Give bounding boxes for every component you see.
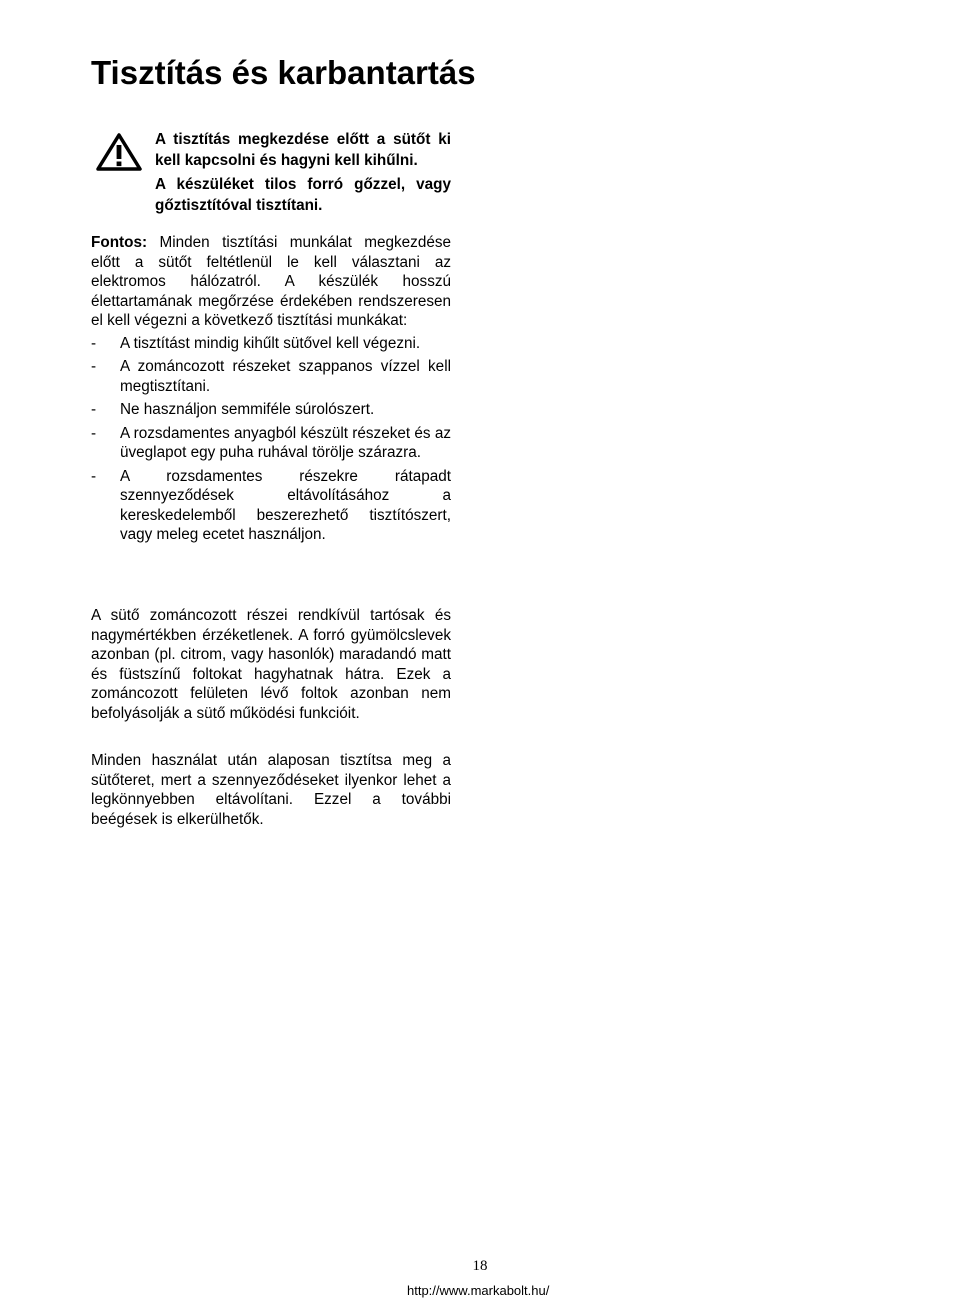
intro-paragraph bbox=[91, 233, 451, 331]
list-item-text: Ne használjon semmiféle súrolószert. bbox=[120, 401, 375, 418]
list-item: - Ne használjon semmiféle súrolószert. bbox=[91, 401, 375, 418]
list-item-text: A zománcozott részeket szappanos vízzel kell megtisztítani. bbox=[120, 358, 451, 395]
warning-box bbox=[155, 130, 451, 220]
page-number bbox=[0, 1256, 960, 1276]
footer-url: http://www.markabolt.hu/ bbox=[407, 1283, 550, 1298]
page-number-text: 18 bbox=[472, 1258, 488, 1274]
cleaning-list bbox=[91, 334, 451, 545]
enamel-paragraph bbox=[91, 606, 451, 723]
warning-line: A tisztítás megkezdése előtt a sütőt ki kell kapcsolni és hagyni kell kihűlni. bbox=[155, 131, 451, 169]
warning-triangle-icon bbox=[95, 132, 143, 172]
list-item: - A zománcozott részeket szappanos vízzel kell megtisztítani. bbox=[91, 358, 451, 395]
intro-text: Minden tisztítási munkálat megkezdése előtt a sütőt feltétlenül le kell választani az elektromos hálózatról. A készülék hosszú élettartamának megőrzése érdekében rendszeresen el kell végezni a következő tisztítási munkákat: bbox=[91, 234, 451, 329]
list-item: - A tisztítást mindig kihűlt sütővel kell végezni. bbox=[91, 334, 421, 352]
important-label: Fontos: bbox=[91, 234, 148, 251]
after-use-paragraph bbox=[91, 751, 451, 829]
intro-section bbox=[91, 233, 451, 549]
warning-line: A készüléket tilos forró gőzzel, vagy gőztisztítóval tisztítani. bbox=[155, 176, 451, 214]
list-item-text: A tisztítást mindig kihűlt sütővel kell végezni. bbox=[120, 334, 421, 352]
list-item: - A rozsdamentes részekre rátapadt szennyeződések eltávolításához a kereskedelemből beszerezhető tisztítószert, vagy meleg ecetet használjon. bbox=[91, 467, 451, 543]
page-title: Tisztítás és karbantartás bbox=[91, 54, 476, 91]
list-item: - A rozsdamentes anyagból készült részeket és az üveglapot egy puha ruhával törölje szárazra. bbox=[91, 424, 451, 461]
paragraph-text: A sütő zománcozott részei rendkívül tartósak és nagymértékben érzéketlenek. A forró gyümölcslevek azonban (pl. citrom, vagy hasonlók) maradandó matt és füstszínű foltokat hagyhatnak hátra. Ezek a zománcozott felületen lévő foltok azonban nem befolyásolják a sütő működési funkcióit. bbox=[91, 607, 451, 722]
paragraph-text: Minden használat után alaposan tisztítsa meg a sütőteret, mert a szennyeződéseket ilyenkor lehet a legkönnyebben eltávolítani. Ezzel a további beégések is elkerülhetők. bbox=[91, 752, 451, 828]
list-item-text: A rozsdamentes anyagból készült részeket és az üveglapot egy puha ruhával törölje szárazra. bbox=[120, 424, 451, 461]
list-item-text: A rozsdamentes részekre rátapadt szennyeződések eltávolításához a kereskedelemből beszerezhető tisztítószert, vagy meleg ecetet használjon. bbox=[120, 467, 451, 543]
